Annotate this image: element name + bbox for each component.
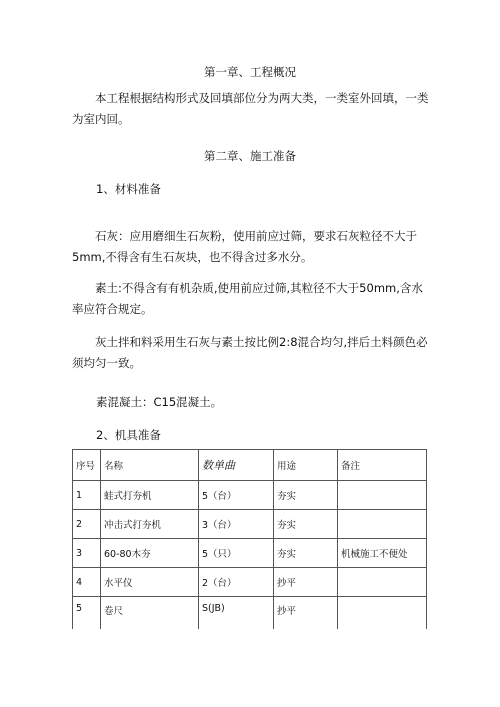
cell-index: 2 (73, 510, 101, 539)
table-row (73, 568, 427, 597)
header-index: 序号 (73, 450, 101, 481)
cell-name: 水平仪 (101, 568, 199, 597)
cell-remark (338, 510, 427, 539)
table-row (73, 510, 427, 539)
cell-remark (338, 481, 427, 510)
section-tools-heading: 2、机具准备 (96, 428, 161, 442)
cell-quantity: S(JB) (199, 597, 274, 630)
cell-index: 4 (73, 568, 101, 597)
cell-index: 1 (73, 481, 101, 510)
cell-index: 5 (73, 597, 101, 630)
equipment-table (72, 449, 427, 629)
section-materials-heading: 1、材料准备 (96, 182, 161, 196)
paragraph-mix: 灰土拌和料采用生石灰与素土按比例2:8混合均匀,拌后土料颜色必须均匀一致。 (72, 335, 428, 370)
table-row (73, 539, 427, 568)
cell-remark (338, 568, 427, 597)
paragraph-soil: 素土:不得含有有机杂质,使用前应过筛,其粒径不大于50mm,含水率应符合规定。 (72, 281, 423, 316)
header-name: 名称 (101, 450, 199, 481)
chapter1-title: 第一章、工程概况 (204, 65, 296, 79)
cell-purpose: 夯实 (274, 481, 338, 510)
paragraph-concrete: 素混凝土：C15混凝土。 (96, 395, 223, 409)
cell-remark: 机械施工不便处 (338, 539, 427, 568)
cell-quantity: 5（台） (199, 481, 274, 510)
table-row (73, 597, 427, 630)
cell-name: 卷尺 (101, 597, 199, 630)
header-remark: 备注 (338, 450, 427, 481)
header-purpose: 用途 (274, 450, 338, 481)
cell-quantity: 2（台） (199, 568, 274, 597)
cell-index: 3 (73, 539, 101, 568)
table-row (73, 481, 427, 510)
cell-name: 60-80木夯 (101, 539, 199, 568)
cell-quantity: 3（台） (199, 510, 274, 539)
cell-purpose: 夯实 (274, 539, 338, 568)
cell-quantity: 5（只） (199, 539, 274, 568)
table-header-row (73, 450, 427, 481)
cell-name: 蛙式打夯机 (101, 481, 199, 510)
chapter2-title: 第二章、施工准备 (204, 149, 296, 163)
cell-name: 冲击式打夯机 (101, 510, 199, 539)
cell-remark (338, 597, 427, 630)
cell-purpose: 抄平 (274, 597, 338, 630)
chapter1-body: 本工程根据结构形式及回填部位分为两大类，一类室外回填，一类为室内回。 (72, 91, 429, 126)
paragraph-lime: 石灰：应用磨细生石灰粉，使用前应过筛，要求石灰粒径不大于5mm,不得含有生石灰块，也不得含过多水分。 (72, 229, 417, 264)
cell-purpose: 夯实 (274, 510, 338, 539)
cell-purpose: 抄平 (274, 568, 338, 597)
header-quantity: 数单曲 (199, 450, 274, 481)
